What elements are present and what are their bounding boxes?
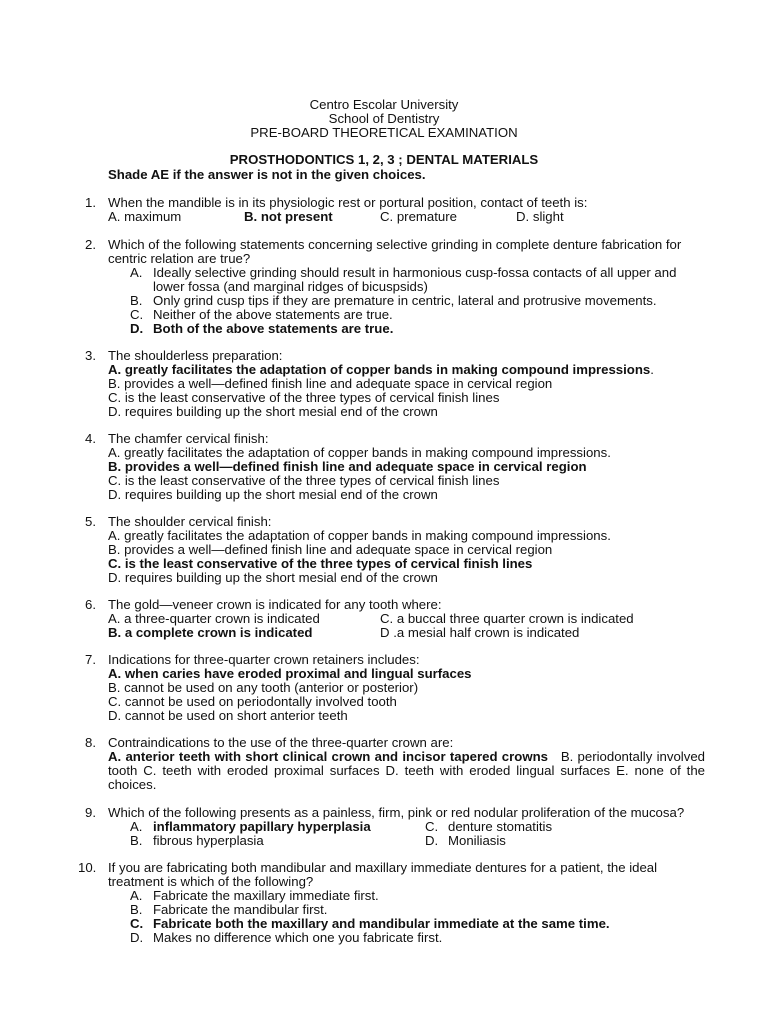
option-c <box>108 917 705 931</box>
question-stem: The chamfer cervical finish: <box>108 431 269 446</box>
option-a-period: . <box>650 362 654 377</box>
option-d <box>108 322 705 336</box>
option-text: Fabricate the maxillary immediate first. <box>153 888 379 903</box>
question-number: 3. <box>85 348 96 363</box>
question-6 <box>85 598 705 640</box>
option-c: C. is the least conservative of the three types of cervical finish lines <box>108 473 500 488</box>
question-8 <box>85 736 705 792</box>
question-number: 6. <box>85 597 96 612</box>
question-stem-line-1: Which of the following statements concerning selective grinding in complete denture fabrication for <box>108 237 682 252</box>
option-d: D. slight <box>516 209 564 224</box>
question-number: 1. <box>85 195 96 210</box>
option-b: B. provides a well—defined finish line and adequate space in cervical region <box>108 542 553 557</box>
question-stem: Indications for three-quarter crown retainers includes: <box>108 652 420 667</box>
question-5 <box>85 515 705 585</box>
option-letter: B. <box>130 902 143 917</box>
option-c: C. is the least conservative of the three types of cervical finish lines <box>108 556 533 571</box>
option-d: D. requires building up the short mesial end of the crown <box>108 570 438 585</box>
option-letter: D. <box>425 833 439 848</box>
option-c <box>108 308 705 322</box>
option-text: Neither of the above statements are true. <box>153 307 393 322</box>
option-b: B. not present <box>244 209 333 224</box>
option-a <box>108 363 705 377</box>
question-10 <box>78 860 705 945</box>
option-letter: B. <box>130 293 143 308</box>
question-9 <box>85 806 705 848</box>
question-3 <box>85 349 705 419</box>
option-b: B. a complete crown is indicated <box>108 625 313 640</box>
option-text: Both of the above statements are true. <box>153 321 394 336</box>
option-a: A. maximum <box>108 209 182 224</box>
option-c: C. a buccal three quarter crown is indicated <box>380 611 634 626</box>
option-text-line-2: lower fossa (and marginal ridges of bicuspsids) <box>153 279 428 294</box>
question-stem: The shoulderless preparation: <box>108 348 283 363</box>
question-stem: Which of the following presents as a painless, firm, pink or red nodular proliferation of the mucosa? <box>108 805 685 820</box>
option-text: Fabricate the mandibular first. <box>153 902 328 917</box>
option-b <box>108 903 705 917</box>
option-letter: C. <box>130 916 144 931</box>
question-number: 4. <box>85 431 96 446</box>
option-a <box>108 266 705 294</box>
option-letter: A. <box>130 265 143 280</box>
question-stem-line-1: If you are fabricating both mandibular and maxillary immediate dentures for a patient, the ideal <box>108 860 658 875</box>
option-a: A. a three-quarter crown is indicated <box>108 611 320 626</box>
other-options: B. periodontally involved tooth C. teeth with eroded proximal surfaces D. teeth with eroded lingual surfaces E. none of the choices. <box>108 749 705 792</box>
option-c: C. is the least conservative of the three types of cervical finish lines <box>108 390 500 405</box>
question-number: 8. <box>85 735 96 750</box>
question-number: 2. <box>85 237 96 252</box>
school-name: School of Dentistry <box>328 111 440 126</box>
option-a-text: A. greatly facilitates the adaptation of copper bands in making compound impressions <box>108 362 651 377</box>
option-d: D. requires building up the short mesial end of the crown <box>108 487 438 502</box>
university-name: Centro Escolar University <box>309 97 459 112</box>
question-2 <box>85 238 705 336</box>
option-d <box>108 931 705 945</box>
option-text: Makes no difference which one you fabricate first. <box>153 930 443 945</box>
option-b: B. provides a well—defined finish line and adequate space in cervical region <box>108 459 587 474</box>
option-a <box>108 889 705 903</box>
option-d: D. cannot be used on short anterior teeth <box>108 708 348 723</box>
question-stem: The gold—veneer crown is indicated for any tooth where: <box>108 597 442 612</box>
question-7 <box>85 653 705 723</box>
option-letter: C. <box>130 307 144 322</box>
option-c: C. cannot be used on periodontally involved tooth <box>108 694 397 709</box>
option-row <box>108 820 705 834</box>
option-row <box>108 612 705 626</box>
exam-header <box>0 98 768 140</box>
option-a: inflammatory papillary hyperplasia <box>153 819 371 834</box>
option-letter: C. <box>425 819 439 834</box>
option-letter: B. <box>130 833 143 848</box>
instruction-text: Shade AE if the answer is not in the given choices. <box>108 167 426 182</box>
option-c: denture stomatitis <box>448 819 553 834</box>
question-number: 7. <box>85 652 96 667</box>
option-letter: A. <box>130 888 143 903</box>
option-b <box>108 294 705 308</box>
option-letter: D. <box>130 321 144 336</box>
question-stem: Contraindications to the use of the three-quarter crown are: <box>108 735 454 750</box>
option-a: A. greatly facilitates the adaptation of copper bands in making compound impressions. <box>108 445 611 460</box>
option-d: Moniliasis <box>448 833 506 848</box>
option-d: D .a mesial half crown is indicated <box>380 625 580 640</box>
option-text: Only grind cusp tips if they are premature in centric, lateral and protrusive movements. <box>153 293 657 308</box>
option-a: A. anterior teeth with short clinical crown and incisor tapered crowns <box>108 749 548 764</box>
exam-title: PRE-BOARD THEORETICAL EXAMINATION <box>250 125 518 140</box>
question-4 <box>85 432 705 502</box>
option-b: B. provides a well—defined finish line and adequate space in cervical region <box>108 376 553 391</box>
question-number: 5. <box>85 514 96 529</box>
option-b: B. cannot be used on any tooth (anterior or posterior) <box>108 680 419 695</box>
option-block <box>108 750 705 792</box>
option-row <box>108 626 705 640</box>
option-b: fibrous hyperplasia <box>153 833 264 848</box>
option-d: D. requires building up the short mesial end of the crown <box>108 404 438 419</box>
question-number: 9. <box>85 805 96 820</box>
question-stem-line-2: centric relation are true? <box>108 251 251 266</box>
question-1 <box>85 196 705 224</box>
option-row <box>108 834 705 848</box>
question-stem-line-2: treatment is which of the following? <box>108 874 314 889</box>
option-letter: D. <box>130 930 144 945</box>
option-a: A. when caries have eroded proximal and lingual surfaces <box>108 666 472 681</box>
option-c: C. premature <box>380 209 457 224</box>
question-stem: The shoulder cervical finish: <box>108 514 272 529</box>
option-row <box>108 210 705 224</box>
subject-title: PROSTHODONTICS 1, 2, 3 ; DENTAL MATERIALS <box>229 152 539 167</box>
question-stem: When the mandible is in its physiologic rest or portural position, contact of teeth is: <box>108 195 588 210</box>
option-text-line-1: Ideally selective grinding should result in harmonious cusp-fossa contacts of all upper and <box>153 265 677 280</box>
option-text: Fabricate both the maxillary and mandibular immediate at the same time. <box>153 916 610 931</box>
option-a: A. greatly facilitates the adaptation of copper bands in making compound impressions. <box>108 528 611 543</box>
question-number: 10. <box>78 860 97 875</box>
option-letter: A. <box>130 819 143 834</box>
